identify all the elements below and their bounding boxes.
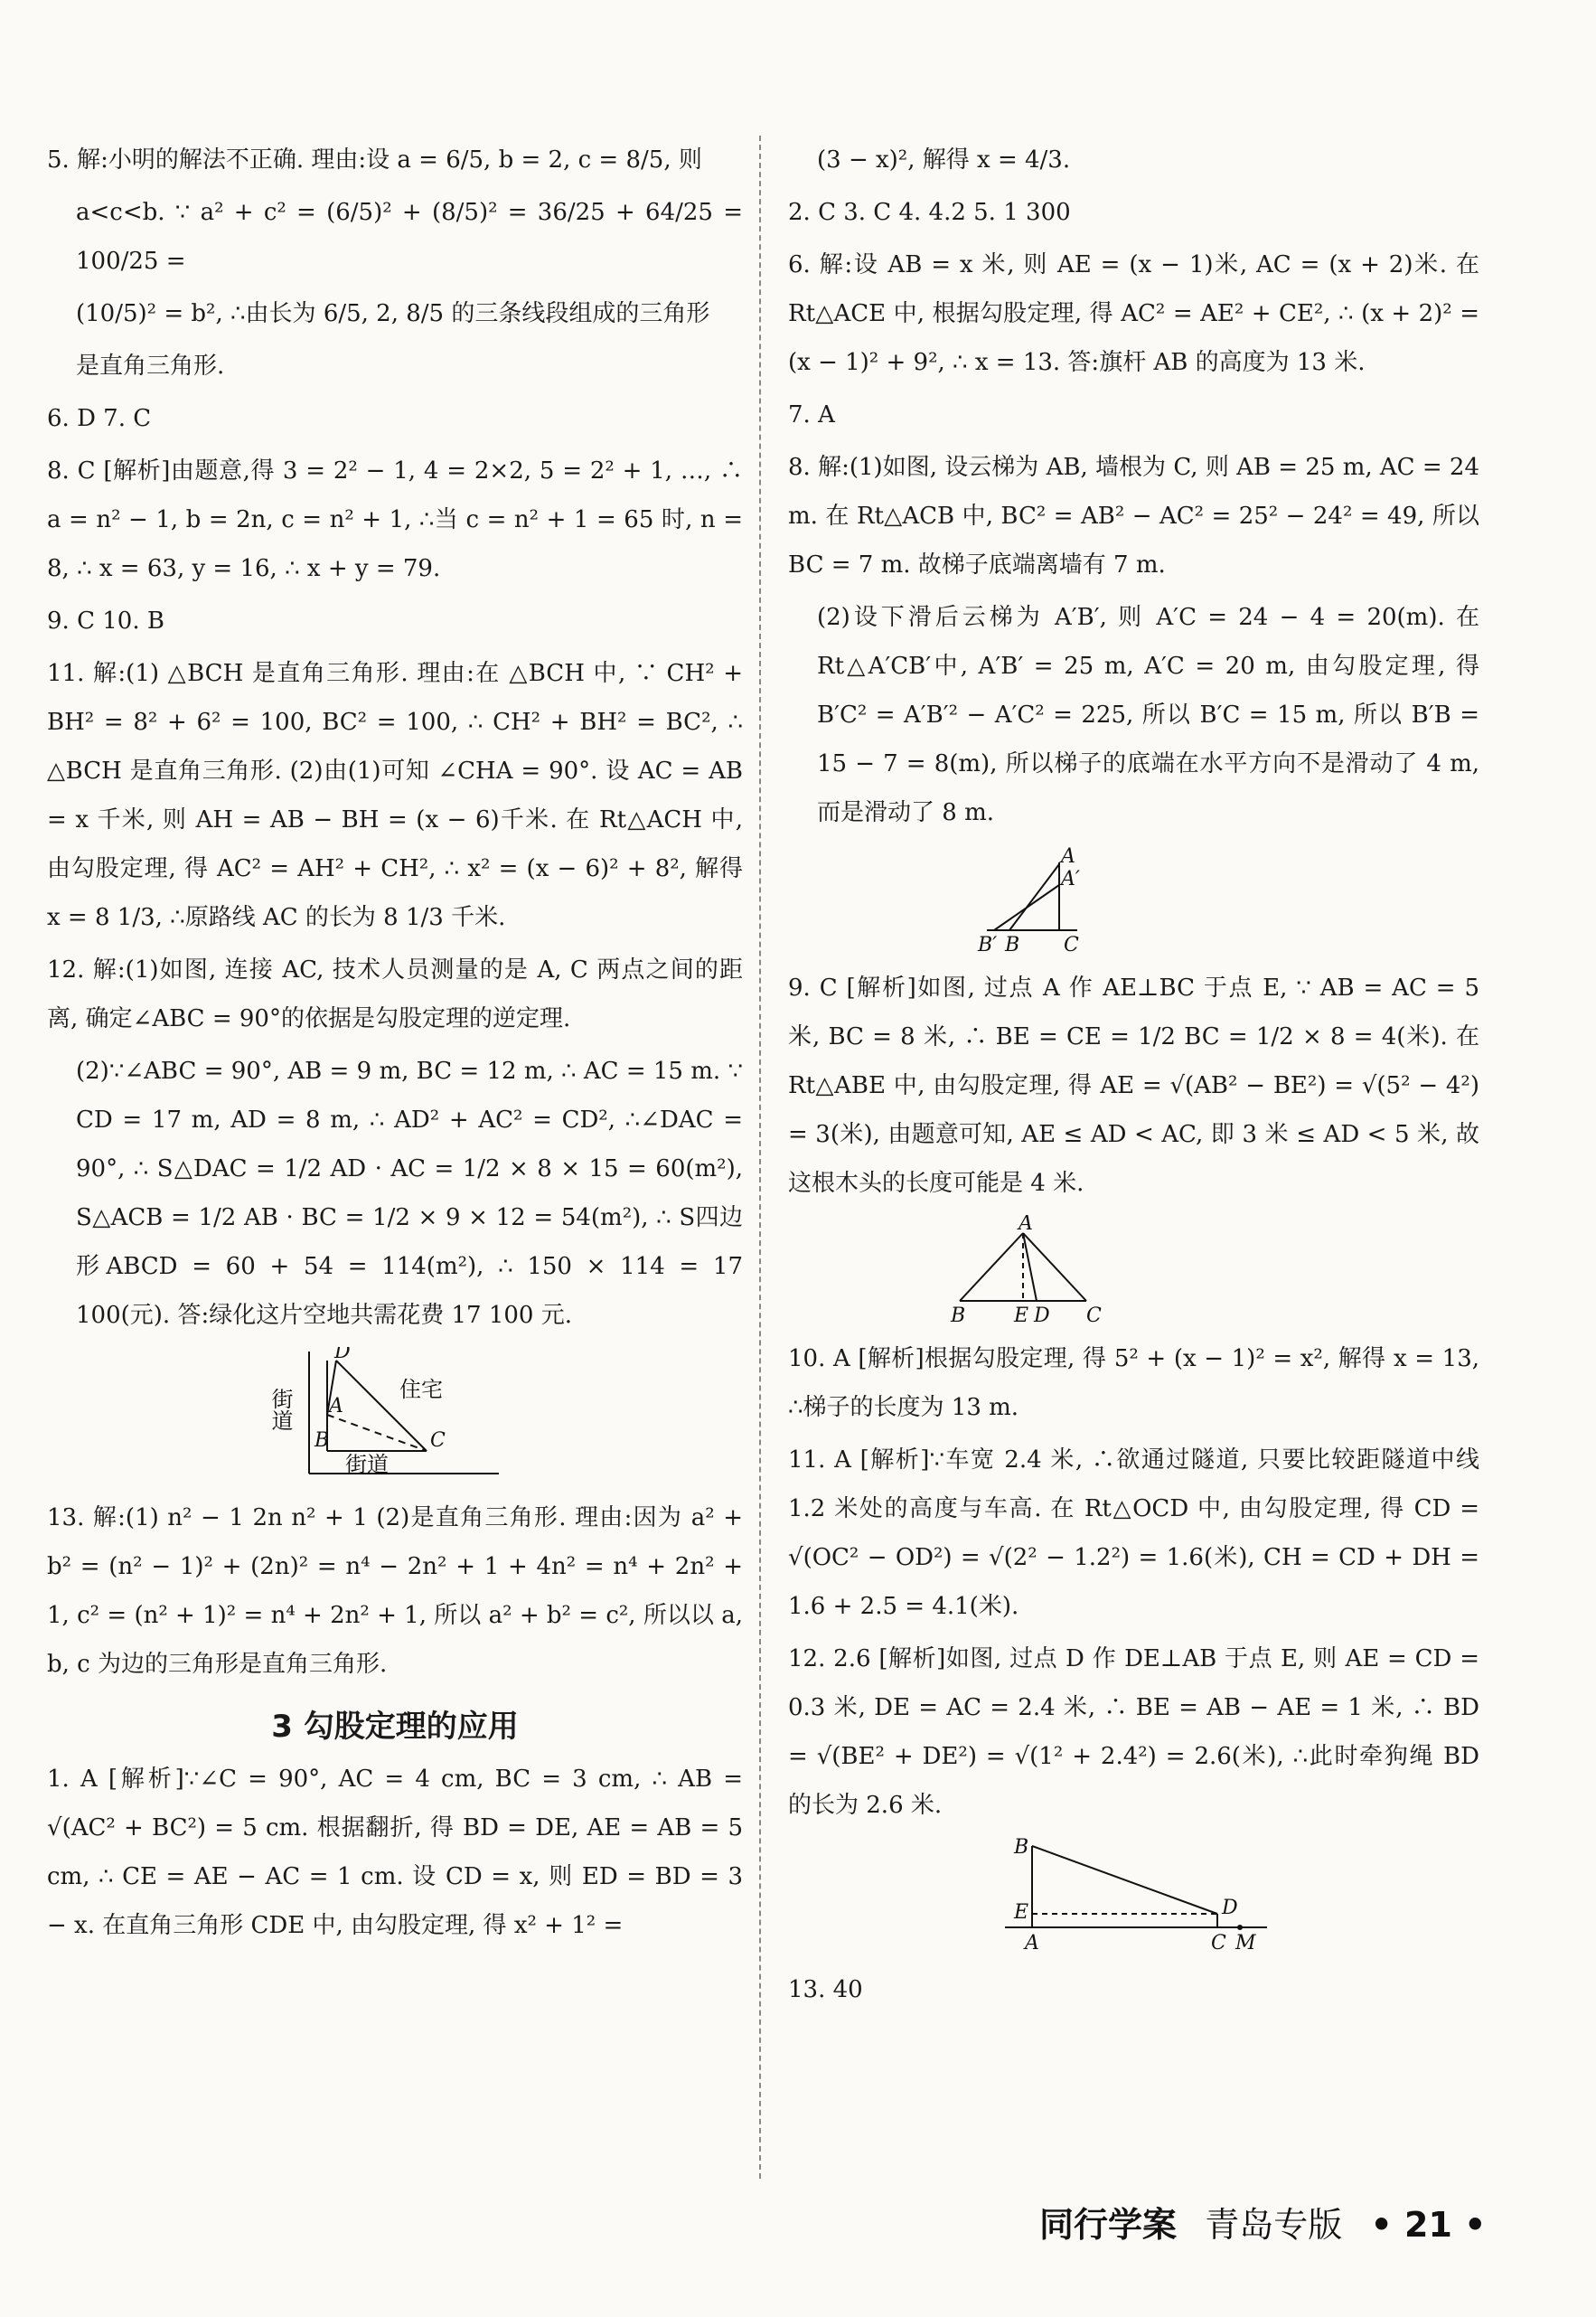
fig8-label-b: B [1005,934,1020,953]
fig8-label-c: C [1064,934,1079,953]
figure-9-svg [788,1215,1475,1323]
fig9-label-a: A [1019,1215,1033,1235]
fig8-label-a-prime: A′ [1061,868,1080,890]
answer-5-line4: 是直角三角形. [76,353,225,380]
right-column [788,136,1479,2018]
fig12-house-label: 住宅 [399,1377,443,1402]
left-column [47,136,743,1954]
answer-13-right: 13. 40 [788,1976,863,2003]
answer-9-right: 9. C [解析]如图, 过点 A 作 AE⊥BC 于点 E, ∵ AB = AC = 5 米, BC = 8 米, ∴ BE = CE = 1/2 BC = 1/2 × 8 = 4(米). 在 Rt△ABE 中, 由勾股定理, 得 AE = √(AB² − BE²) = √(5² − 4²) = 3(米), 由题意可知, AE ≤ AD < AC, 即 3 米 ≤ AD < 5 米, 故这根木头的长度可能是 4 米. [788,975,1479,1197]
answer-11-right: 11. A [解析]∵车宽 2.4 米, ∴欲通过隧道, 只要比较距隧道中线 1.2 米处的高度与车高. 在 Rt△OCD 中, 由勾股定理, 得 CD = √(OC² − OD²) = √(2² − 1.2²) = 1.6(米), CH = CD + DH = 1.6 + 2.5 = 4.1(米). [788,1446,1479,1620]
section-title: 3 勾股定理的应用 [271,1709,519,1745]
fig12r-label-e: E [1014,1901,1029,1924]
answer-12-part1: 12. 解:(1)如图, 连接 AC, 技术人员测量的是 A, C 两点之间的距离, 确定∠ABC = 90°的依据是勾股定理的逆定理. [47,956,743,1032]
footer-edition: 青岛专版 [1205,2205,1343,2245]
answer-5-line1: 5. 解:小明的解法不正确. 理由:设 a = 6/5, b = 2, c = 8/5, 则 [47,146,702,174]
fig12-street-vertical: 街道 [268,1388,293,1431]
answer-11: 11. 解:(1) △BCH 是直角三角形. 理由:在 △BCH 中, ∵ CH² + BH² = 8² + 6² = 100, BC² = 100, ∴ CH² + BH² = BC², ∴ △BCH 是直角三角形. (2)由(1)可知 ∠CHA = 90°. 设 AC = AB = x 千米, 则 AH = AB − BH = (x − 6)千米. 在 Rt△ACH 中, 由勾股定理, 得 AC² = AH² + CH², ∴ x² = (x − 6)² + 8², 解得 x = 8 1/3, ∴原路线 AC 的长为 8 1/3 千米. [47,660,743,931]
answer-2-5: 2. C 3. C 4. 4.2 5. 1 300 [788,199,1071,226]
footer-page-number: • 21 • [1370,2205,1487,2245]
answer-10-right: 10. A [解析]根据勾股定理, 得 5² + (x − 1)² = x², 解得 x = 13, ∴梯子的长度为 13 m. [788,1345,1479,1421]
answer-9-10: 9. C 10. B [47,608,164,635]
figure-12-svg [47,1347,734,1483]
answer-8: 8. C [解析]由题意,得 3 = 2² − 1, 4 = 2×2, 5 = 2² + 1, …, ∴ a = n² − 1, b = 2n, c = n² + 1, ∴当 c = n² + 1 = 65 时, n = 8, ∴ x = 63, y = 16, ∴ x + y = 79. [47,457,743,582]
figure-12-leash [788,1837,1479,1958]
fig12r-label-c: C [1211,1932,1226,1954]
answer-12-right: 12. 2.6 [解析]如图, 过点 D 作 DE⊥AB 于点 E, 则 AE = CD = 0.3 米, DE = AC = 2.4 米, ∴ BE = AB − AE = 1 米, ∴ BD = √(BE² + DE²) = √(1² + 2.4²) = 2.6(米), ∴此时牵狗绳 BD 的长为 2.6 米. [788,1645,1479,1819]
answer-6-7: 6. D 7. C [47,405,152,432]
answer-8-part2: (2)设下滑后云梯为 A′B′, 则 A′C = 24 − 4 = 20(m). 在 Rt△A′CB′中, A′B′ = 25 m, A′C = 20 m, 由勾股定理, 得 B′C² = A′B′² − A′C² = 225, 所以 B′C = 15 m, 所以 B′B = 15 − 7 = 8(m), 所以梯子的底端在水平方向不是滑动了 4 m, 而是滑动了 8 m. [817,604,1479,826]
fig12r-label-d: D [1222,1897,1238,1919]
figure-9-triangle [788,1215,1479,1327]
fig12-label-a: A [329,1395,343,1418]
answer-6-right: 6. 解:设 AB = x 米, 则 AE = (x − 1)米, AC = (x + 2)米. 在 Rt△ACE 中, 根据勾股定理, 得 AC² = AE² + CE², ∴ (x + 2)² = (x − 1)² + 9², ∴ x = 13. 答:旗杆 AB 的高度为 13 米. [788,251,1479,376]
fig9-label-e: E [1014,1304,1029,1323]
page-footer [1039,2197,1502,2246]
answer-12-part2: (2)∵∠ABC = 90°, AB = 9 m, BC = 12 m, ∴ AC = 15 m. ∵ CD = 17 m, AD = 8 m, ∴ AD² + AC² = CD², ∴∠DAC = 90°, ∴ S△DAC = 1/2 AD · AC = 1/2 × 8 × 15 = 60(m²), S△ACB = 1/2 AB · BC = 1/2 × 9 × 12 = 54(m²), ∴ S四边形ABCD = 60 + 54 = 114(m²), ∴ 150 × 114 = 17 100(元). 答:绿化这片空地共需花费 17 100 元. [76,1058,743,1329]
fig8-label-b-prime: B′ [978,934,998,953]
fig12r-label-m: M [1235,1932,1256,1954]
section-answer-1-cont: (3 − x)², 解得 x = 4/3. [817,146,1071,174]
figure-12-street [47,1347,743,1486]
answer-13: 13. 解:(1) n² − 1 2n n² + 1 (2)是直角三角形. 理由:因为 a² + b² = (n² − 1)² + (2n)² = n⁴ − 2n² + 1 + 4n² = n⁴ + 2n² + 1, c² = (n² + 1)² = n⁴ + 2n² + 1, 所以 a² + b² = c², 所以以 a, b, c 为边的三角形是直角三角形. [47,1504,743,1678]
fig12-label-d: D [334,1347,351,1363]
section-answer-1: 1. A [解析]∵∠C = 90°, AC = 4 cm, BC = 3 cm, ∴ AB = √(AC² + BC²) = 5 cm. 根据翻折, 得 BD = DE, AE = AB = 5 cm, ∴ CE = AE − AC = 1 cm. 设 CD = x, 则 ED = BD = 3 − x. 在直角三角形 CDE 中, 由勾股定理, 得 x² + 1² = [47,1766,743,1939]
answer-7-right: 7. A [788,401,835,429]
fig12r-label-a: A [1025,1932,1039,1954]
fig9-label-d: D [1034,1304,1050,1323]
fig12-street-horizontal: 街道 [345,1452,389,1477]
figure-12r-svg [788,1837,1475,1954]
fig12r-label-b: B [1014,1837,1029,1859]
answer-5-line3: (10/5)² = b², ∴由长为 6/5, 2, 8/5 的三条线段组成的三角形 [76,300,710,327]
answer-5-line2: a<c<b. ∵ a² + c² = (6/5)² + (8/5)² = 36/25 + 64/25 = 100/25 = [76,199,743,275]
column-divider [759,136,761,2179]
fig8-label-a: A [1061,845,1075,868]
fig12-label-b: B [315,1429,330,1452]
figure-8-ladder [788,844,1479,956]
fig9-label-b: B [951,1304,966,1323]
fig12-label-c: C [430,1429,446,1452]
footer-brand: 同行学案 [1039,2205,1178,2245]
answer-8-part1: 8. 解:(1)如图, 设云梯为 AB, 墙根为 C, 则 AB = 25 m, AC = 24 m. 在 Rt△ACB 中, BC² = AB² − AC² = 25² − 24² = 49, 所以 BC = 7 m. 故梯子底端离墙有 7 m. [788,454,1479,579]
fig9-label-c: C [1086,1304,1102,1323]
figure-8-svg [788,844,1475,953]
